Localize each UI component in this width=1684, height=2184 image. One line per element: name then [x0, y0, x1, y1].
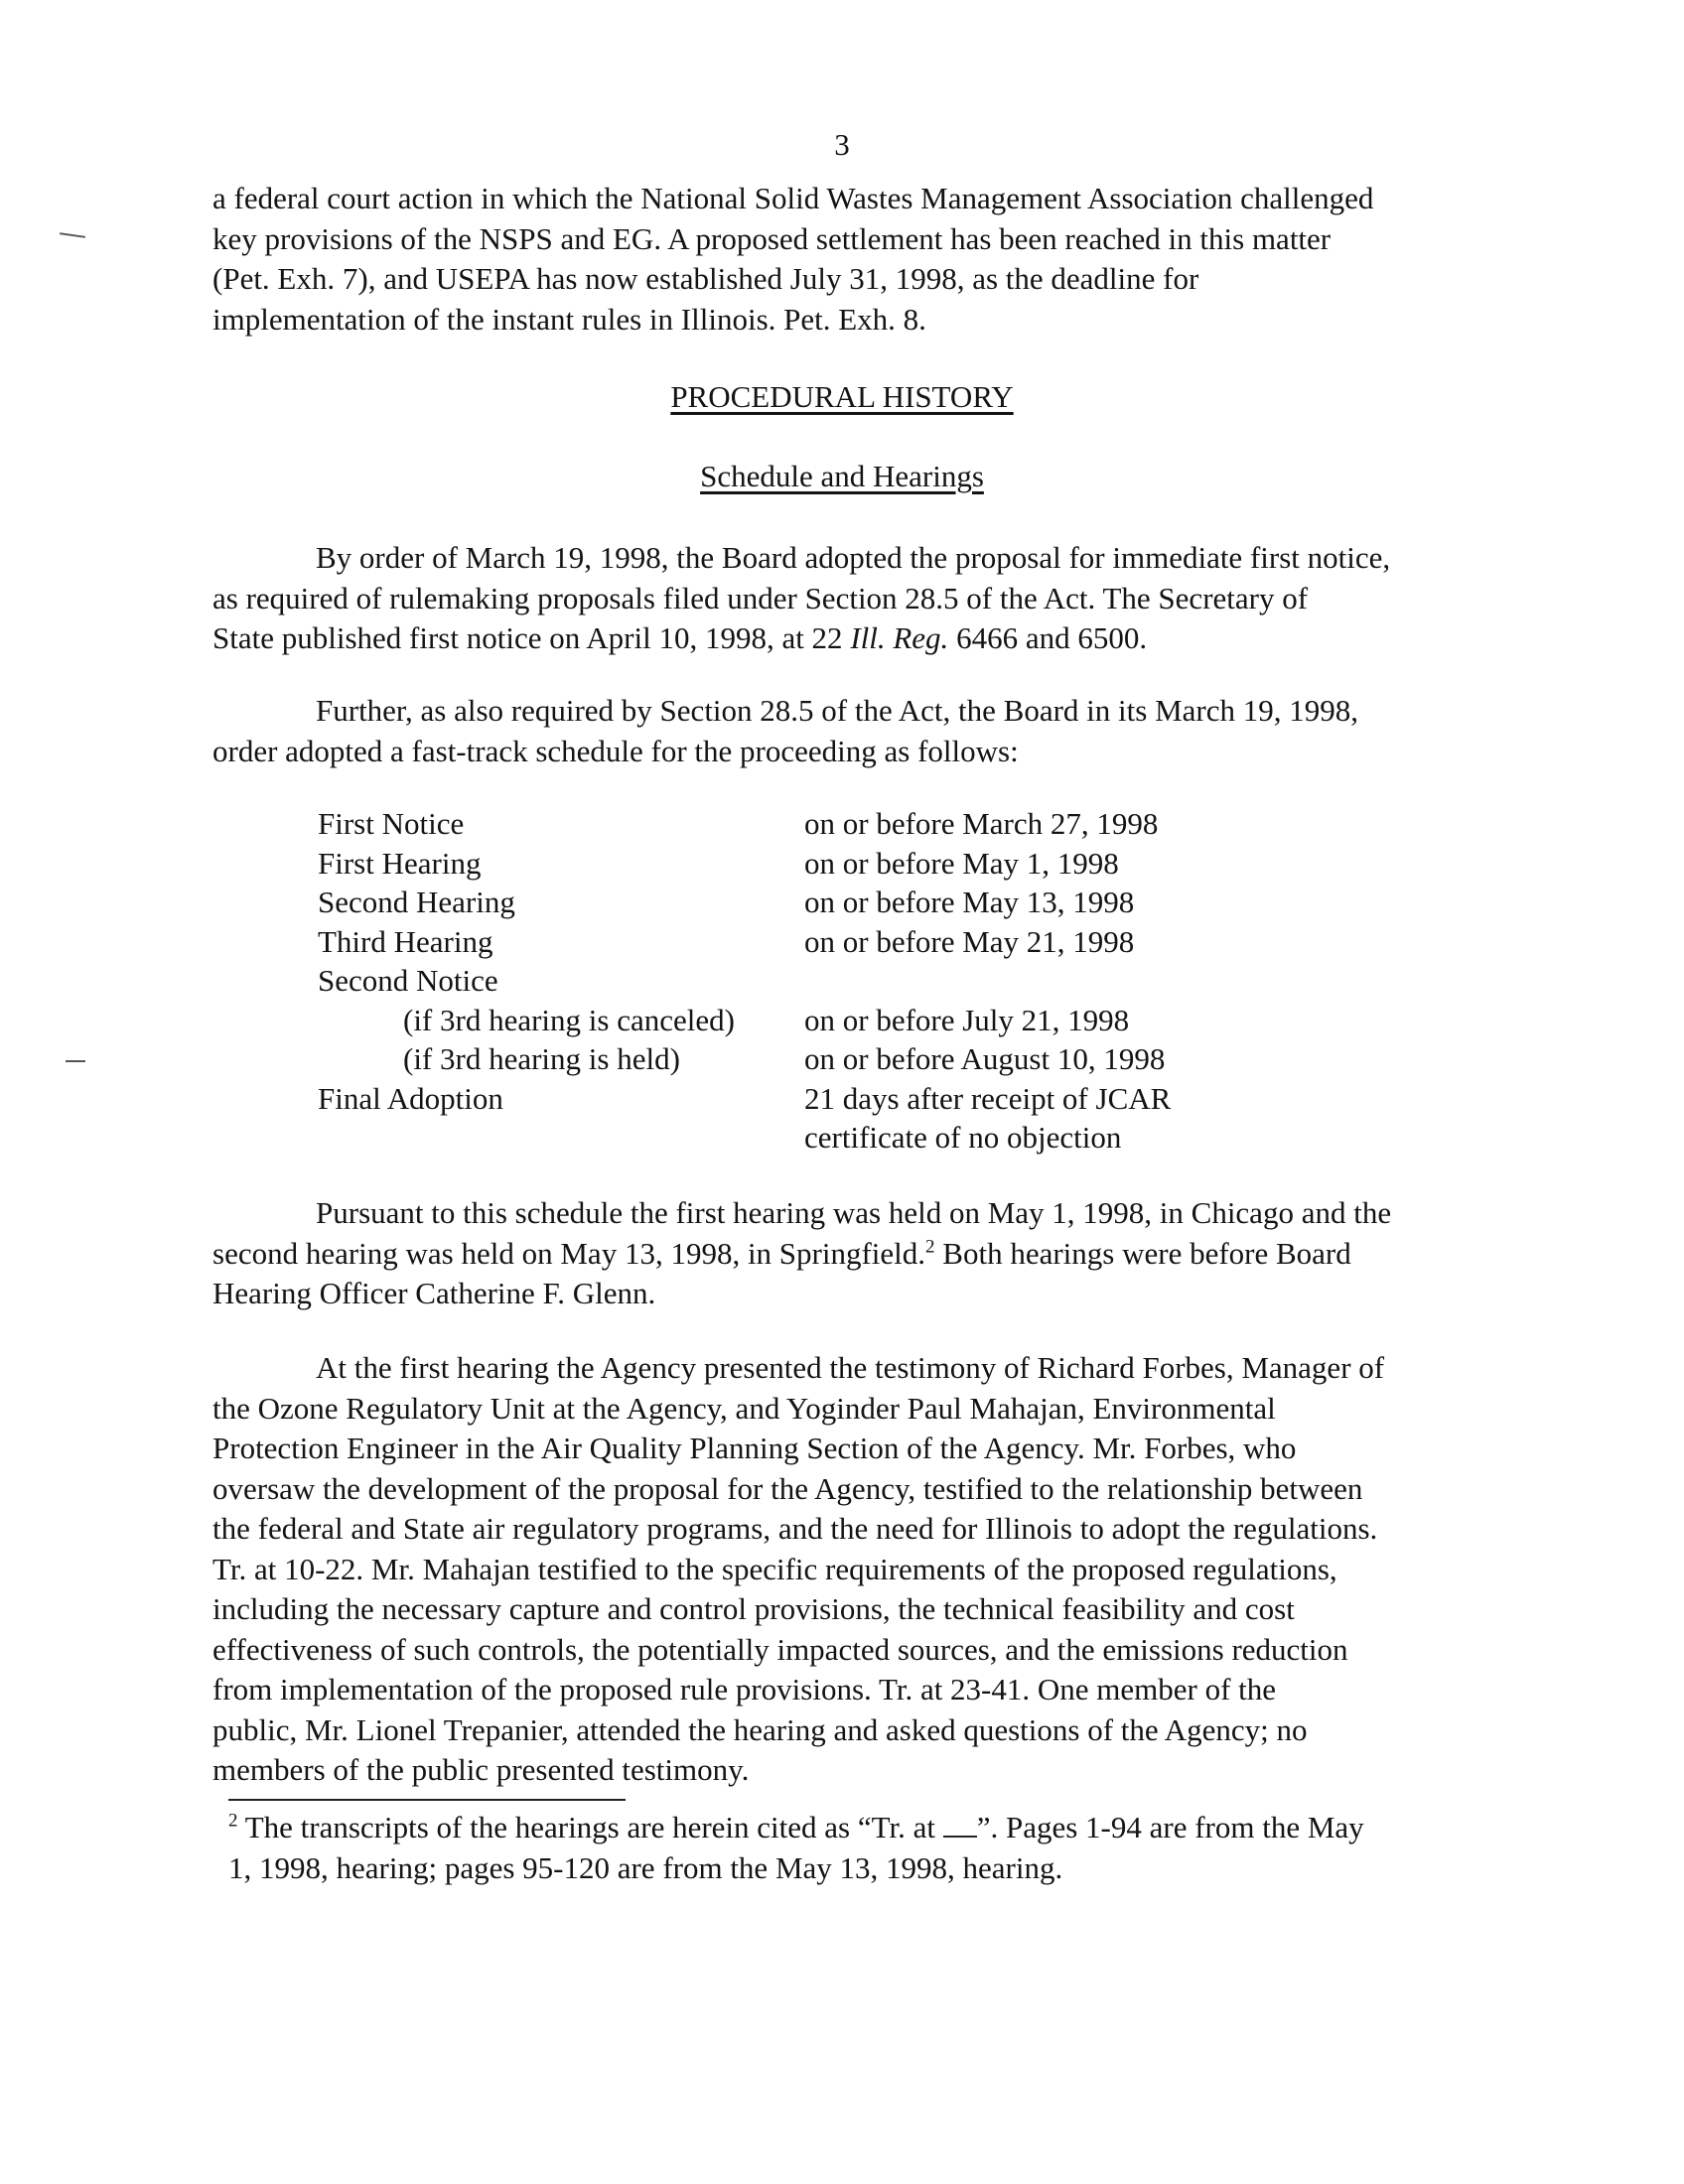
- schedule-label: Second Hearing: [318, 885, 515, 919]
- text-line: Protection Engineer in the Air Quality Planning Section of the Agency. Mr. Forbes, who: [212, 1431, 1297, 1465]
- text-line: Tr. at 10-22. Mr. Mahajan testified to the specific requirements of the proposed regulations,: [212, 1551, 1337, 1586]
- schedule-date: on or before July 21, 1998: [804, 1002, 1130, 1037]
- subsection-heading: Schedule and Hearings: [700, 459, 984, 493]
- text-line: State published first notice on April 10, 1998, at 22 Ill. Reg. 6466 and 6500.: [212, 620, 1148, 655]
- schedule-row: [318, 1001, 1311, 1040]
- schedule-row: [318, 922, 1311, 962]
- text-line: effectiveness of such controls, the potentially impacted sources, and the emissions reduction: [212, 1631, 1348, 1667]
- margin-scan-mark: [60, 232, 85, 238]
- text-line: implementation of the instant rules in Illinois. Pet. Exh. 8.: [212, 301, 926, 337]
- text-line: At the first hearing the Agency presented the testimony of Richard Forbes, Manager of: [316, 1350, 1385, 1385]
- schedule-row: [318, 844, 1311, 884]
- schedule-row: [318, 1118, 1311, 1158]
- text-line: as required of rulemaking proposals filed under Section 28.5 of the Act. The Secretary of: [212, 580, 1309, 615]
- paragraph-hearings: [212, 1193, 1503, 1314]
- text-line: 1, 1998, hearing; pages 95-120 are from the May 13, 1998, hearing.: [228, 1850, 1063, 1885]
- text-line: the federal and State air regulatory programs, and the need for Illinois to adopt the regulations.: [212, 1511, 1378, 1546]
- blank-line: [943, 1810, 977, 1838]
- schedule-row: [318, 1079, 1311, 1119]
- schedule-date: 21 days after receipt of JCAR: [804, 1080, 1172, 1116]
- text-line: $^2$ The transcripts of the hearings are herein cited as “Tr. at ”. Pages 1-94 are from the May: [228, 1810, 1364, 1844]
- text-line: key provisions of the NSPS and EG. A proposed settlement has been reached in this matter: [212, 220, 1332, 256]
- paragraph-first-hearing-testimony: [212, 1348, 1503, 1791]
- schedule-row: [318, 883, 1311, 922]
- schedule-sublabel: (if 3rd hearing is canceled): [403, 1002, 735, 1037]
- text-line: second hearing was held on May 13, 1998, in Springfield.$^2$ Both hearings were before Board: [212, 1235, 1351, 1271]
- schedule-date: on or before August 10, 1998: [804, 1041, 1166, 1076]
- footnote-separator: [228, 1799, 626, 1801]
- footnote: [228, 1807, 1519, 1888]
- schedule-sublabel: (if 3rd hearing is held): [403, 1041, 680, 1076]
- schedule-date: on or before March 27, 1998: [804, 806, 1159, 841]
- text-line: order adopted a fast-track schedule for the proceeding as follows:: [212, 733, 1019, 768]
- schedule-label: [318, 1118, 804, 1158]
- schedule-label: Second Notice: [318, 963, 498, 998]
- schedule-label: Final Adoption: [318, 1080, 503, 1116]
- schedule-label: First Hearing: [318, 845, 482, 881]
- footnote-marker: 2: [228, 1810, 238, 1832]
- paragraph-fast-track: [212, 691, 1503, 771]
- text-line: (Pet. Exh. 7), and USEPA has now established July 31, 1998, as the deadline for: [212, 261, 1199, 296]
- margin-scan-mark: [66, 1060, 85, 1062]
- text-line: Further, as also required by Section 28.5 of the Act, the Board in its March 19, 1998,: [316, 693, 1358, 728]
- page-number: 3: [834, 127, 850, 162]
- schedule-row: [318, 804, 1311, 844]
- footnote-reference[interactable]: 2: [925, 1236, 935, 1258]
- schedule-date: on or before May 21, 1998: [804, 923, 1135, 959]
- schedule-date: certificate of no objection: [804, 1120, 1122, 1155]
- text-line: Pursuant to this schedule the first hearing was held on May 1, 1998, in Chicago and the: [316, 1195, 1392, 1230]
- schedule-date: on or before May 1, 1998: [804, 845, 1119, 881]
- text-line: from implementation of the proposed rule provisions. Tr. at 23-41. One member of the: [212, 1672, 1277, 1706]
- text-line: a federal court action in which the National Solid Wastes Management Association challenged: [212, 181, 1374, 215]
- schedule-label: Third Hearing: [318, 923, 493, 959]
- intro-paragraph: [212, 179, 1503, 340]
- text-line: By order of March 19, 1998, the Board adopted the proposal for immediate first notice,: [316, 540, 1391, 575]
- schedule-date: on or before May 13, 1998: [804, 885, 1135, 919]
- citation-italic: Ill. Reg.: [850, 620, 949, 655]
- section-heading: PROCEDURAL HISTORY: [670, 379, 1014, 414]
- schedule-table: [318, 804, 1311, 1158]
- text-line: including the necessary capture and control provisions, the technical feasibility and cost: [212, 1591, 1295, 1626]
- text-line: public, Mr. Lionel Trepanier, attended the hearing and asked questions of the Agency; no: [212, 1711, 1308, 1747]
- text-line: oversaw the development of the proposal for the Agency, testified to the relationship between: [212, 1470, 1363, 1506]
- schedule-label: First Notice: [318, 806, 465, 841]
- paragraph-first-notice: [212, 538, 1503, 659]
- text-line: members of the public presented testimony.: [212, 1752, 750, 1787]
- text-line: Hearing Officer Catherine F. Glenn.: [212, 1276, 656, 1310]
- schedule-row: [318, 1039, 1311, 1079]
- schedule-row: [318, 961, 1311, 1001]
- text-line: the Ozone Regulatory Unit at the Agency, and Yoginder Paul Mahajan, Environmental: [212, 1390, 1276, 1426]
